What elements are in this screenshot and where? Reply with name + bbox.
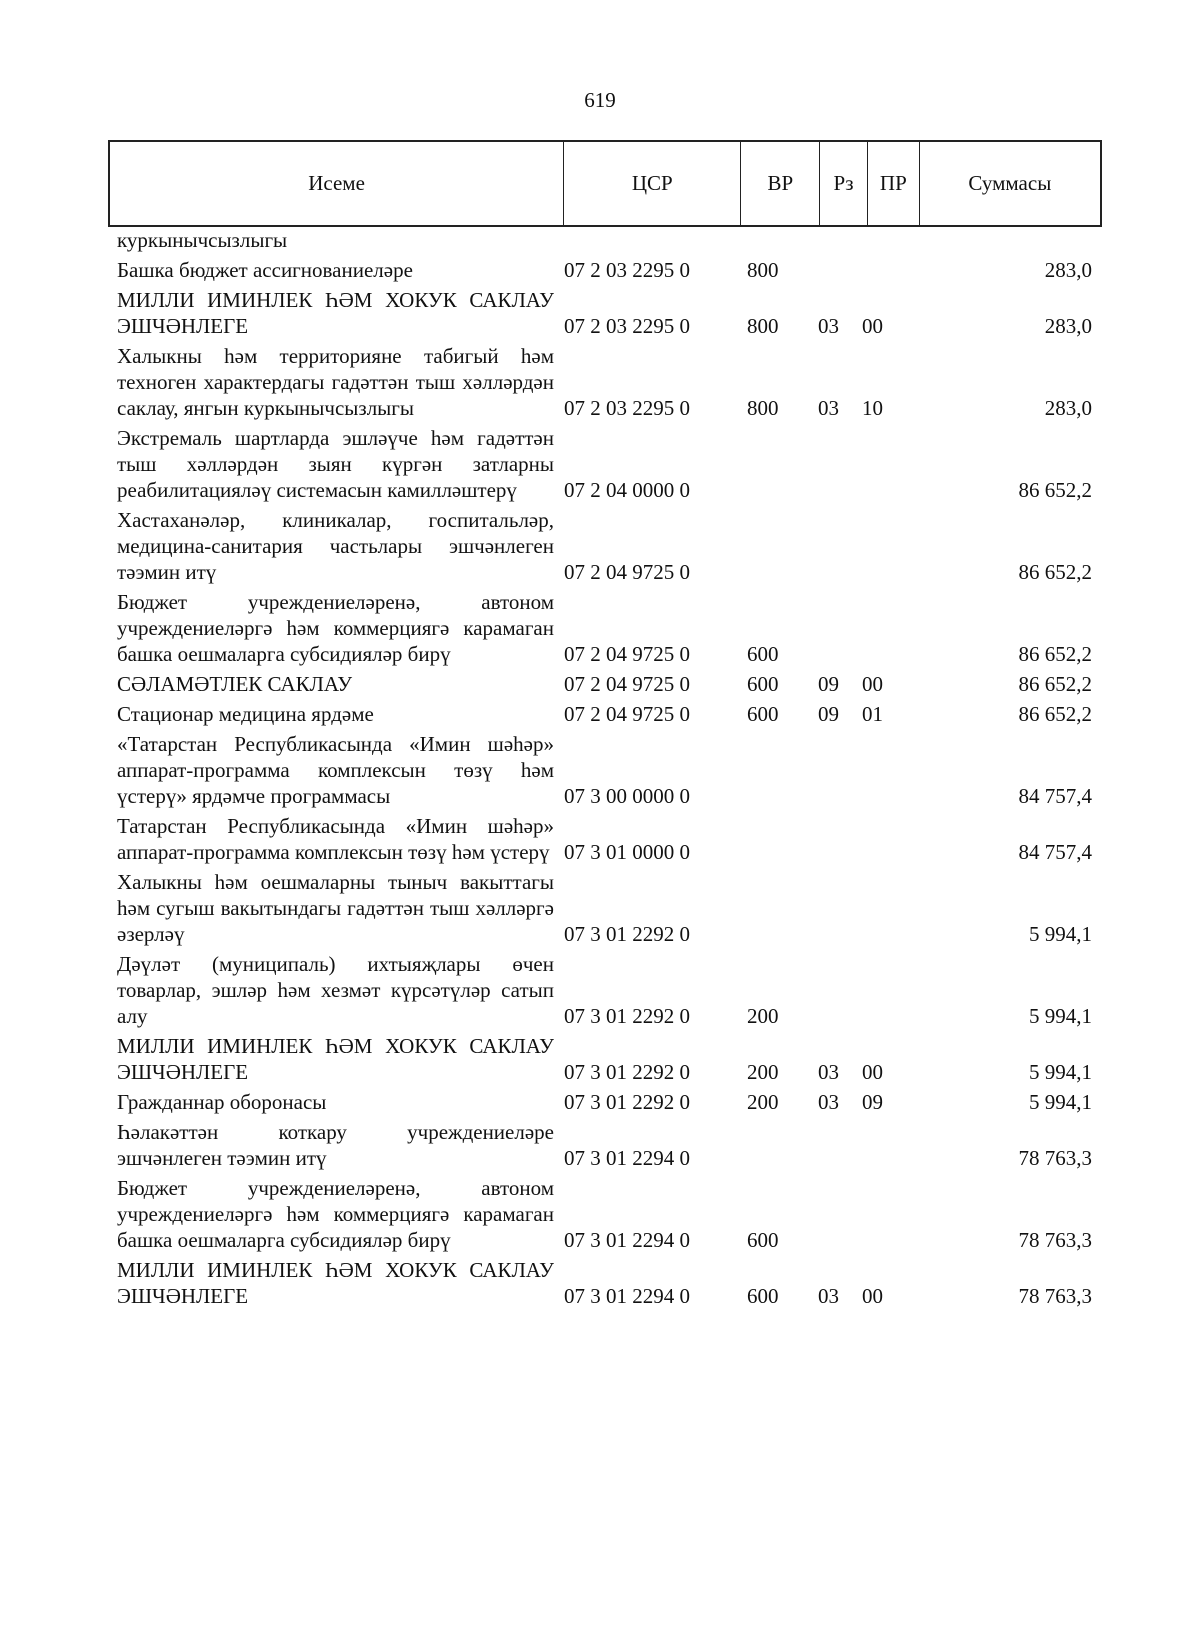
row-name: Экстремаль шартларда эшләүче һәм гадәттән тыш хәлләрдән зыян күргән затларны реабилитацияләү системасын камилләштерү bbox=[117, 426, 554, 502]
row-sum: 86 652,2 bbox=[1018, 672, 1092, 696]
row-csr: 07 2 03 2295 0 bbox=[564, 314, 690, 338]
row-pr: 00 bbox=[862, 314, 883, 338]
row-vr: 600 bbox=[747, 672, 779, 696]
row-rz: 03 bbox=[818, 314, 839, 338]
row-name: Башка бюджет ассигнованиеләре bbox=[117, 258, 413, 282]
table-row bbox=[117, 257, 1102, 283]
table-row bbox=[117, 1119, 1102, 1171]
row-sum: 86 652,2 bbox=[1018, 478, 1092, 502]
table-body bbox=[117, 227, 1102, 1309]
table-row bbox=[117, 1257, 1102, 1309]
row-csr: 07 3 01 2294 0 bbox=[564, 1146, 690, 1170]
row-csr: 07 3 01 2292 0 bbox=[564, 1060, 690, 1084]
table-row bbox=[117, 1175, 1102, 1253]
row-csr: 07 2 03 2295 0 bbox=[564, 396, 690, 420]
row-pr: 09 bbox=[862, 1090, 883, 1114]
row-sum: 78 763,3 bbox=[1018, 1228, 1092, 1252]
row-name: МИЛЛИ ИМИНЛЕК ҺӘМ ХОКУК САКЛАУ ЭШЧӘНЛЕГЕ bbox=[117, 288, 554, 338]
row-name: Халыкны һәм территорияне табигый һәм техноген характердагы гадәттән тыш хәлләрдән саклау, янгын куркынычсызлыгы bbox=[117, 344, 554, 420]
row-pr: 10 bbox=[862, 396, 883, 420]
row-sum: 283,0 bbox=[1044, 258, 1092, 282]
header-rz: Рз bbox=[820, 142, 868, 225]
row-rz: 03 bbox=[818, 1284, 839, 1308]
row-name: Халыкны һәм оешмаларны тыныч вакыттагы һәм сугыш вакытындагы гадәттән тыш хәлләргә әзерләү bbox=[117, 870, 554, 946]
row-csr: 07 2 04 9725 0 bbox=[564, 642, 690, 666]
table-row bbox=[117, 869, 1102, 947]
table-row bbox=[117, 701, 1102, 727]
row-sum: 86 652,2 bbox=[1018, 560, 1092, 584]
table-row bbox=[117, 425, 1102, 503]
row-csr: 07 3 01 2292 0 bbox=[564, 922, 690, 946]
row-vr: 800 bbox=[747, 396, 779, 420]
row-vr: 800 bbox=[747, 258, 779, 282]
row-rz: 03 bbox=[818, 1060, 839, 1084]
row-pr: 00 bbox=[862, 672, 883, 696]
row-name: СӘЛАМӘТЛЕК САКЛАУ bbox=[117, 672, 353, 696]
row-sum: 78 763,3 bbox=[1018, 1284, 1092, 1308]
row-sum: 84 757,4 bbox=[1018, 840, 1092, 864]
row-sum: 5 994,1 bbox=[1029, 922, 1092, 946]
table-row bbox=[117, 731, 1102, 809]
table-row bbox=[117, 227, 1102, 253]
row-vr: 600 bbox=[747, 702, 779, 726]
row-csr: 07 3 01 0000 0 bbox=[564, 840, 690, 864]
table-row bbox=[117, 813, 1102, 865]
table-row bbox=[117, 507, 1102, 585]
header-sum: Суммасы bbox=[968, 171, 1052, 195]
row-csr: 07 2 03 2295 0 bbox=[564, 258, 690, 282]
row-sum: 84 757,4 bbox=[1018, 784, 1092, 808]
row-vr: 200 bbox=[747, 1090, 779, 1114]
table-row bbox=[117, 951, 1102, 1029]
row-sum: 78 763,3 bbox=[1018, 1146, 1092, 1170]
row-vr: 200 bbox=[747, 1004, 779, 1028]
row-vr: 600 bbox=[747, 642, 779, 666]
row-name: Хастаханәләр, клиникалар, госпитальләр, медицина-санитария частьлары эшчәнлеген тәэмин итү bbox=[117, 508, 554, 584]
row-name: Гражданнар оборонасы bbox=[117, 1090, 327, 1114]
row-name: Татарстан Республикасында «Имин шәһәр» аппарат-программа комплексын төзү һәм үстерү bbox=[117, 814, 554, 864]
row-vr: 600 bbox=[747, 1228, 779, 1252]
table-row bbox=[117, 343, 1102, 421]
row-pr: 01 bbox=[862, 702, 883, 726]
row-csr: 07 3 01 2294 0 bbox=[564, 1228, 690, 1252]
header-name: Исеме bbox=[110, 142, 564, 225]
row-name: Һәлакәттән коткару учреждениеләре эшчәнлеген тәэмин итү bbox=[117, 1120, 554, 1170]
row-name: Стационар медицина ярдәме bbox=[117, 702, 374, 726]
row-name: МИЛЛИ ИМИНЛЕК ҺӘМ ХОКУК САКЛАУ ЭШЧӘНЛЕГЕ bbox=[117, 1258, 554, 1308]
table-row bbox=[117, 671, 1102, 697]
row-sum: 86 652,2 bbox=[1018, 702, 1092, 726]
row-sum: 283,0 bbox=[1044, 396, 1092, 420]
row-sum: 5 994,1 bbox=[1029, 1004, 1092, 1028]
row-rz: 03 bbox=[818, 396, 839, 420]
row-sum: 5 994,1 bbox=[1029, 1090, 1092, 1114]
table-row bbox=[117, 287, 1102, 339]
row-rz: 03 bbox=[818, 1090, 839, 1114]
table-row bbox=[117, 589, 1102, 667]
table-header bbox=[108, 140, 1102, 227]
table-row bbox=[117, 1089, 1102, 1115]
row-vr: 800 bbox=[747, 314, 779, 338]
page-number: 619 bbox=[584, 88, 616, 112]
row-rz: 09 bbox=[818, 702, 839, 726]
row-name: Дәүләт (муниципаль) ихтыяҗлары өчен товарлар, эшләр һәм хезмәт күрсәтүләр сатып алу bbox=[117, 952, 554, 1028]
header-csr: ЦСР bbox=[564, 142, 741, 225]
table-row bbox=[117, 1033, 1102, 1085]
row-csr: 07 3 01 2292 0 bbox=[564, 1090, 690, 1114]
header-pr: ПР bbox=[868, 142, 920, 225]
row-name: Бюджет учреждениеләренә, автоном учреждениеләргә һәм коммерциягә карамаган башка оешмаларга субсидияләр бирү bbox=[117, 590, 554, 666]
row-sum: 5 994,1 bbox=[1029, 1060, 1092, 1084]
row-csr: 07 2 04 0000 0 bbox=[564, 478, 690, 502]
row-sum: 283,0 bbox=[1044, 314, 1092, 338]
row-sum: 86 652,2 bbox=[1018, 642, 1092, 666]
row-name: куркынычсызлыгы bbox=[117, 228, 288, 252]
row-csr: 07 2 04 9725 0 bbox=[564, 702, 690, 726]
row-vr: 200 bbox=[747, 1060, 779, 1084]
row-name: МИЛЛИ ИМИНЛЕК ҺӘМ ХОКУК САКЛАУ ЭШЧӘНЛЕГЕ bbox=[117, 1034, 554, 1084]
header-vr: ВР bbox=[741, 142, 820, 225]
row-csr: 07 3 01 2294 0 bbox=[564, 1284, 690, 1308]
row-pr: 00 bbox=[862, 1060, 883, 1084]
row-name: Бюджет учреждениеләренә, автоном учреждениеләргә һәм коммерциягә карамаган башка оешмаларга субсидияләр бирү bbox=[117, 1176, 554, 1252]
row-csr: 07 2 04 9725 0 bbox=[564, 560, 690, 584]
row-csr: 07 3 01 2292 0 bbox=[564, 1004, 690, 1028]
row-rz: 09 bbox=[818, 672, 839, 696]
row-csr: 07 3 00 0000 0 bbox=[564, 784, 690, 808]
row-csr: 07 2 04 9725 0 bbox=[564, 672, 690, 696]
row-name: «Татарстан Республикасында «Имин шәһәр» аппарат-программа комплексын төзү һәм үстерү» ярдәмче программасы bbox=[117, 732, 554, 808]
row-pr: 00 bbox=[862, 1284, 883, 1308]
row-vr: 600 bbox=[747, 1284, 779, 1308]
